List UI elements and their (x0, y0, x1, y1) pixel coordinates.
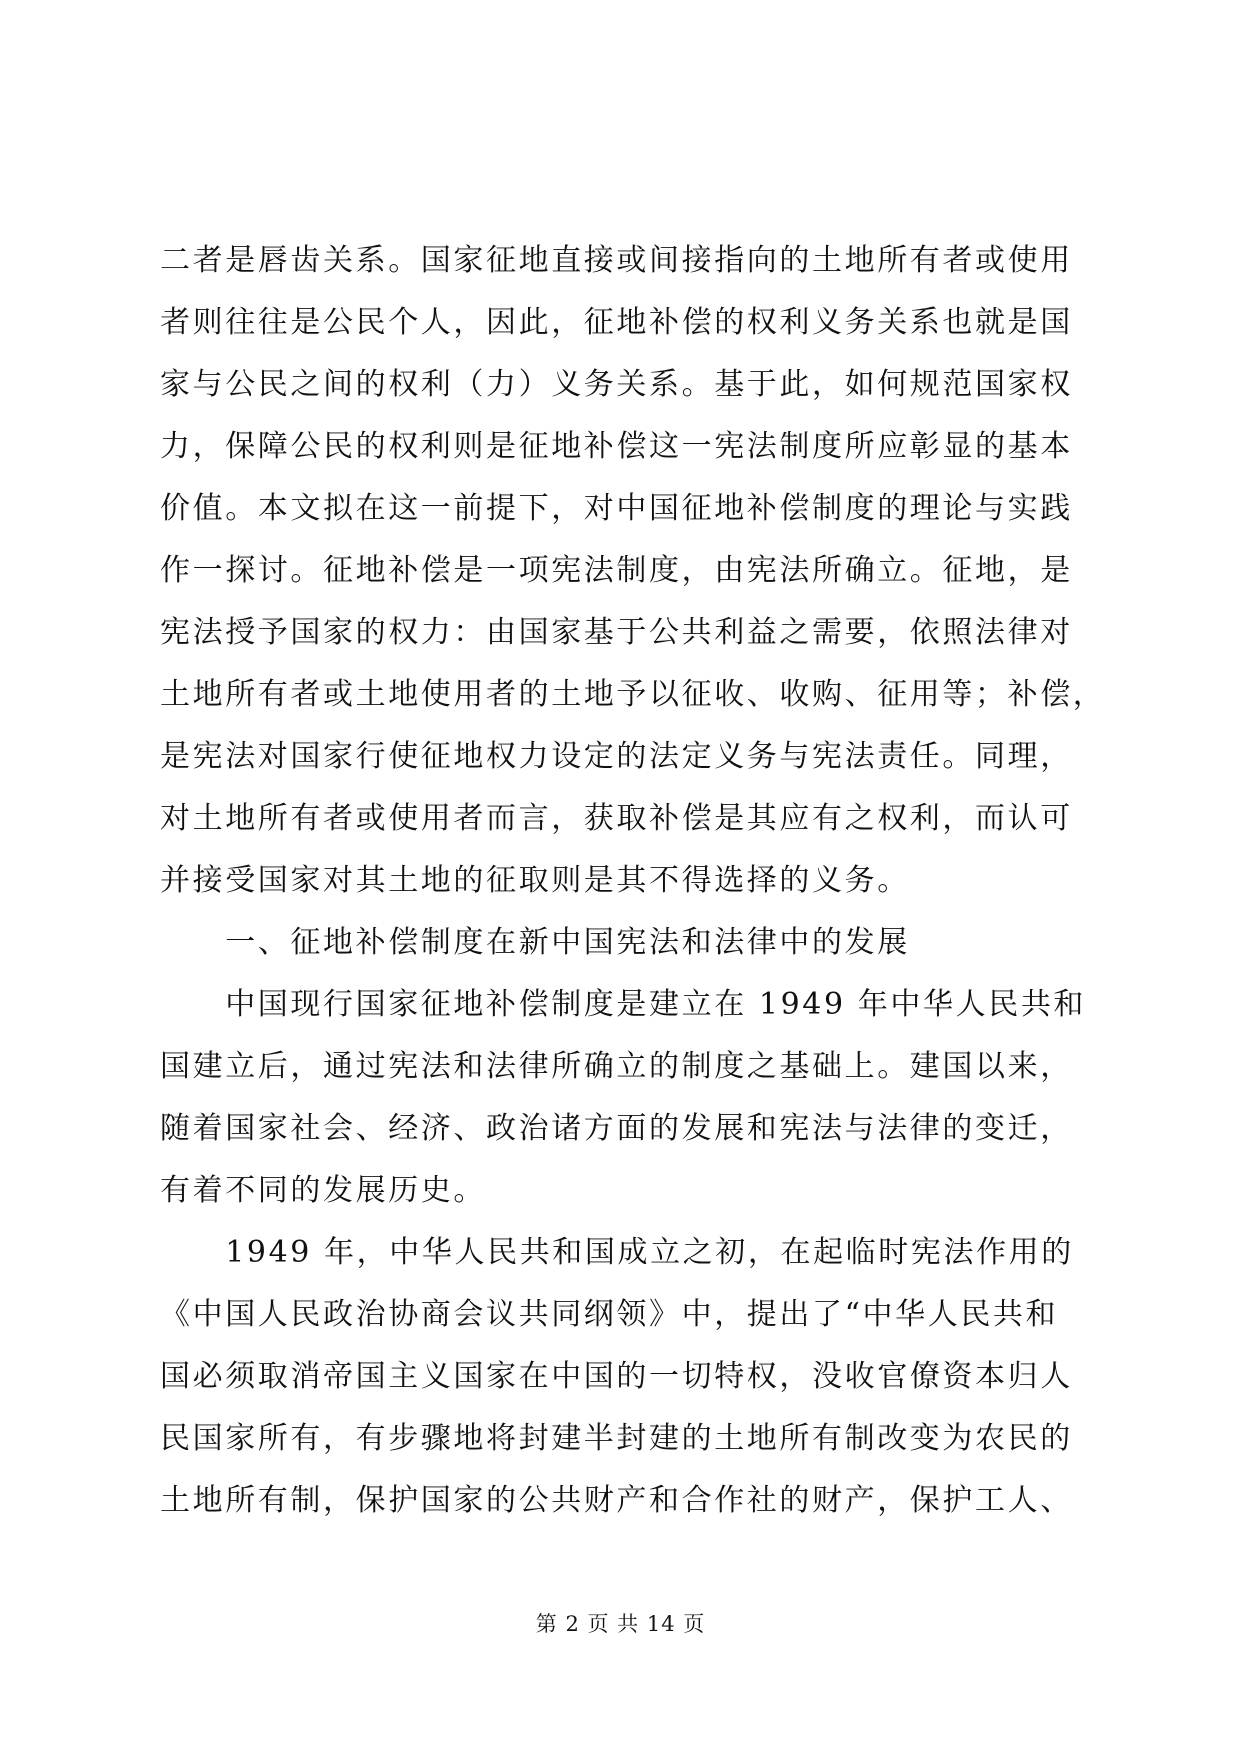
text-line: 有着不同的发展历史。 (160, 1173, 486, 1208)
text-line: 1949 年，中华人民共和国成立之初，在起临时宪法作用的 (160, 1235, 1074, 1270)
text-line: 土地所有制，保护国家的公共财产和合作社的财产，保护工人、 (160, 1483, 1073, 1518)
text-line: 中国现行国家征地补偿制度是建立在 1949 年中华人民共和 (160, 987, 1087, 1022)
text-line: 国必须取消帝国主义国家在中国的一切特权，没收官僚资本归人 (160, 1359, 1073, 1394)
text-line: 力，保障公民的权利则是征地补偿这一宪法制度所应彰显的基本 (160, 429, 1073, 464)
section-heading: 一、征地补偿制度在新中国宪法和法律中的发展 (160, 925, 910, 960)
text-line: 民国家所有，有步骤地将封建半封建的土地所有制改变为农民的 (160, 1421, 1073, 1456)
text-line: 是宪法对国家行使征地权力设定的法定义务与宪法责任。同理， (160, 739, 1073, 774)
body-text (160, 230, 1106, 1532)
text-line: 二者是唇齿关系。国家征地直接或间接指向的土地所有者或使用 (160, 243, 1073, 278)
text-line: 价值。本文拟在这一前提下，对中国征地补偿制度的理论与实践 (160, 491, 1073, 526)
text-line: 者则往往是公民个人，因此，征地补偿的权利义务关系也就是国 (160, 305, 1073, 340)
text-line: 宪法授予国家的权力：由国家基于公共利益之需要，依照法律对 (160, 615, 1073, 650)
text-line: 《中国人民政治协商会议共同纲领》中，提出了“中华人民共和 (160, 1297, 1059, 1332)
text-line: 国建立后，通过宪法和法律所确立的制度之基础上。建国以来， (160, 1049, 1073, 1084)
text-line: 随着国家社会、经济、政治诸方面的发展和宪法与法律的变迁， (160, 1111, 1073, 1146)
page-number-footer: 第 2 页 共 14 页 (535, 1612, 706, 1636)
text-line: 对土地所有者或使用者而言，获取补偿是其应有之权利，而认可 (160, 801, 1073, 836)
text-line: 作一探讨。征地补偿是一项宪法制度，由宪法所确立。征地，是 (160, 553, 1073, 588)
text-line: 家与公民之间的权利（力）义务关系。基于此，如何规范国家权 (160, 367, 1073, 402)
text-line: 土地所有者或土地使用者的土地予以征收、收购、征用等；补偿， (160, 677, 1106, 712)
text-line: 并接受国家对其土地的征取则是其不得选择的义务。 (160, 863, 910, 898)
